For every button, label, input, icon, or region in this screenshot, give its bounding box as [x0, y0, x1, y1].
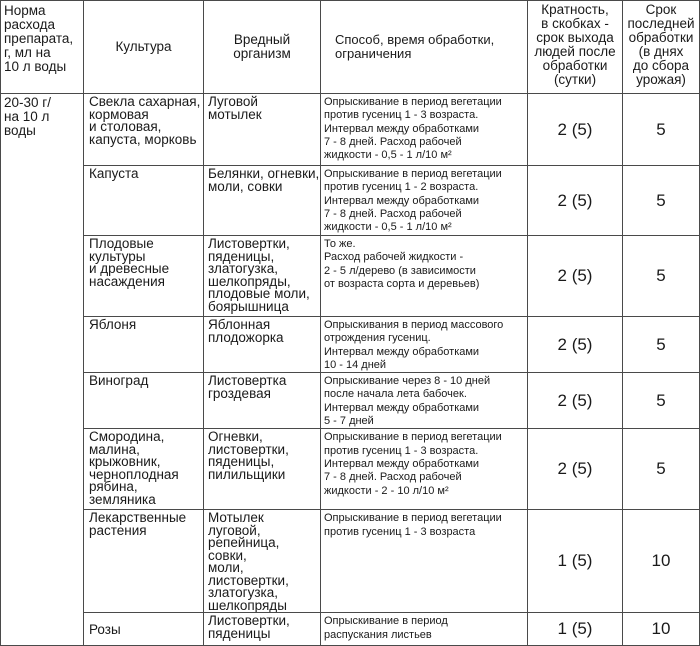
pest-cell: Мотылек луговой, репейница, совки, моли, листовертки, златогузка, шелкопряды [204, 510, 321, 613]
method-cell: Опрыскивание в период распускания листьев [321, 613, 528, 646]
table-row [1, 317, 700, 373]
frequency-cell: 2 (5) [528, 236, 623, 317]
method-cell: Опрыскивания в период массового отрождения гусениц. Интервал между обработками 10 - 14 дней [321, 317, 528, 373]
method-cell: То же. Расход рабочей жидкости - 2 - 5 л/дерево (в зависимости от возраста сорта и деревьев) [321, 236, 528, 317]
table-row [1, 373, 700, 429]
table-row [1, 166, 700, 236]
pest-cell: Огневки, листовертки, пяденицы, пилильщики [204, 429, 321, 510]
days-cell: 5 [623, 373, 700, 429]
header-method: Способ, время обработки, ограничения [321, 1, 528, 94]
header-pest: Вредный организм [204, 1, 321, 94]
frequency-cell: 2 (5) [528, 94, 623, 166]
crop-cell: Смородина, малина, крыжовник, черноплодная рябина, земляника [84, 429, 204, 510]
method-cell: Опрыскивание через 8 - 10 дней после начала лета бабочек. Интервал между обработками 5 - 7 дней [321, 373, 528, 429]
pest-cell: Луговой мотылек [204, 94, 321, 166]
crop-cell: Лекарственные растения [84, 510, 204, 613]
norm-value-cell: 20-30 г/ на 10 л воды [1, 94, 84, 646]
table-row [1, 236, 700, 317]
frequency-cell: 2 (5) [528, 429, 623, 510]
frequency-cell: 1 (5) [528, 613, 623, 646]
days-cell: 5 [623, 236, 700, 317]
days-cell: 5 [623, 94, 700, 166]
crop-cell: Яблоня [84, 317, 204, 373]
table-row [1, 510, 700, 613]
header-frequency: Кратность, в скобках - срок выхода людей после обработки (сутки) [528, 1, 623, 94]
crop-cell: Свекла сахарная, кормовая и столовая, капуста, морковь [84, 94, 204, 166]
days-cell: 5 [623, 317, 700, 373]
pest-cell: Белянки, огневки, моли, совки [204, 166, 321, 236]
frequency-cell: 2 (5) [528, 373, 623, 429]
pest-cell: Листовертки, пяденицы, златогузка, шелкопряды, плодовые моли, боярышница [204, 236, 321, 317]
frequency-cell: 1 (5) [528, 510, 623, 613]
table-row [1, 429, 700, 510]
header-norm: Норма расхода препарата, г, мл на 10 л воды [1, 1, 84, 94]
method-cell: Опрыскивание в период вегетации против гусениц 1 - 3 возраста [321, 510, 528, 613]
days-cell: 10 [623, 510, 700, 613]
header-row [1, 1, 700, 94]
days-cell: 10 [623, 613, 700, 646]
table-row [1, 613, 700, 646]
frequency-cell: 2 (5) [528, 166, 623, 236]
method-cell: Опрыскивание в период вегетации против гусениц 1 - 3 возраста. Интервал между обработками 7 - 8 дней. Расход рабочей жидкости - 0,5 - 1 л/10 м² [321, 94, 528, 166]
crop-cell: Плодовые культуры и древесные насаждения [84, 236, 204, 317]
pest-cell: Яблонная плодожорка [204, 317, 321, 373]
days-cell: 5 [623, 166, 700, 236]
header-last-treatment: Срок последней обработки (в днях до сбора урожая) [623, 1, 700, 94]
table-row [1, 94, 700, 166]
header-crop: Культура [84, 1, 204, 94]
crop-cell: Виноград [84, 373, 204, 429]
pest-cell: Листовертки, пяденицы [204, 613, 321, 646]
method-cell: Опрыскивание в период вегетации против гусениц 1 - 3 возраста. Интервал между обработками 7 - 8 дней. Расход рабочей жидкости - 2 - 10 л/10 м² [321, 429, 528, 510]
crop-cell: Розы [84, 613, 204, 646]
crop-cell: Капуста [84, 166, 204, 236]
pest-cell: Листовертка гроздевая [204, 373, 321, 429]
days-cell: 5 [623, 429, 700, 510]
frequency-cell: 2 (5) [528, 317, 623, 373]
method-cell: Опрыскивание в период вегетации против гусениц 1 - 2 возраста. Интервал между обработками 7 - 8 дней. Расход рабочей жидкости - 0,5 - 1 л/10 м² [321, 166, 528, 236]
